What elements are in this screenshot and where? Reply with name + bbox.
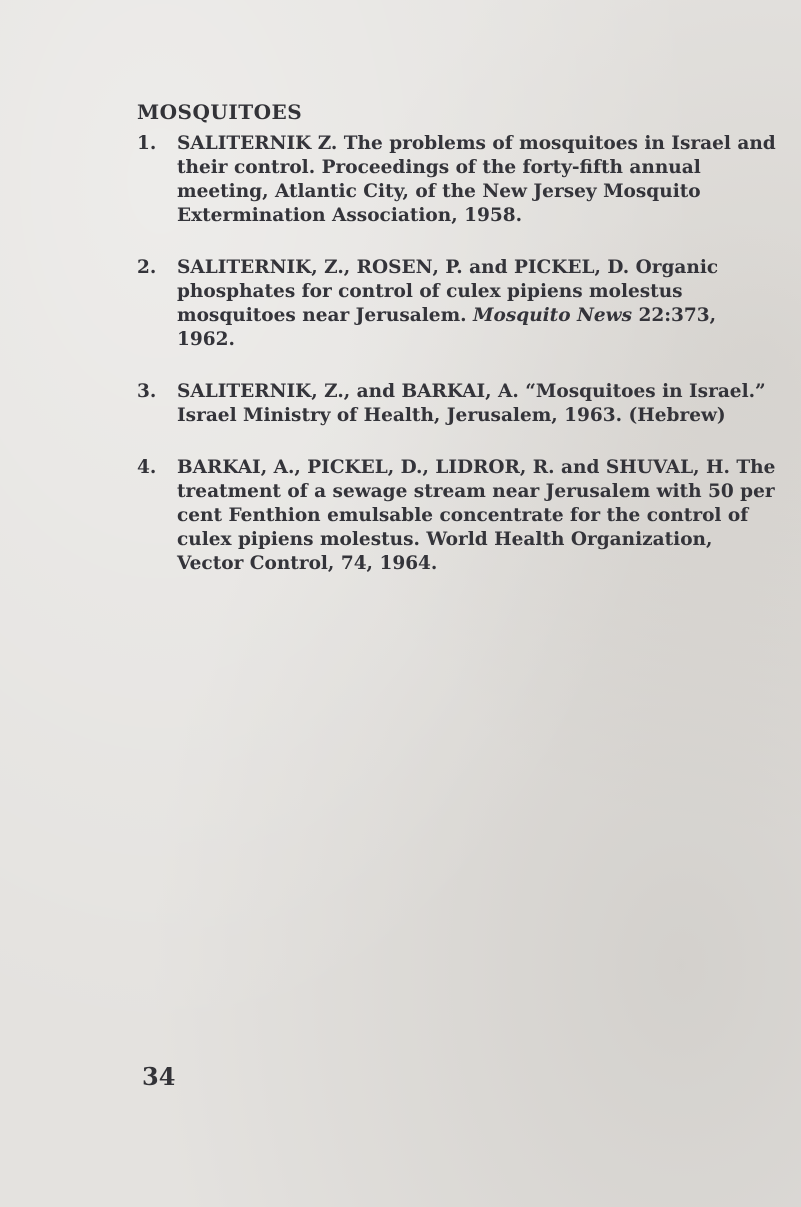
reference-text: , Z.,: [311, 257, 357, 278]
reference-text: , D.,: [387, 457, 436, 478]
reference-number: 3.: [137, 381, 157, 402]
reference-number: 4.: [137, 457, 157, 478]
reference-number: 1.: [137, 133, 157, 154]
reference-text: , D. Organic phosphates for control of culex pipiens molestus mosquitoes near Jerusalem.: [177, 257, 719, 326]
reference-item-2: [137, 256, 777, 352]
reference-text: Z. The problems of mosquitoes in Israel and their control. Proceedings of the forty-fifth annual meeting, Atlantic City, of the New Jersey Mosquito Extermination Association, 1958.: [177, 133, 776, 226]
reference-list: [137, 132, 777, 604]
reference-author: PICKEL: [513, 257, 595, 278]
reference-text: , A.,: [260, 457, 308, 478]
reference-text: 22:373, 1962.: [177, 305, 717, 350]
reference-author: SALITERNIK: [177, 133, 312, 154]
page-number: 34: [142, 1062, 176, 1091]
reference-author: PICKEL: [307, 457, 388, 478]
reference-author: SALITERNIK: [177, 257, 312, 278]
reference-author: BARKAI: [177, 457, 261, 478]
reference-journal: Mosquito News: [473, 305, 633, 326]
reference-author: LIDROR: [435, 457, 520, 478]
reference-number: 2.: [137, 257, 157, 278]
reference-text: , A. “Mosquitoes in Israel.” Israel Ministry of Health, Jerusalem, 1963. (Hebrew): [177, 381, 766, 426]
reference-item-1: [137, 132, 777, 228]
reference-text: , R. and: [519, 457, 606, 478]
reference-text: , H. The treatment of a sewage stream near Jerusalem with 50 per cent Fenthion emulsable concentrate for the control of culex pipiens molestus. World Health Organization, Vector Control, 74, 1964.: [177, 457, 776, 574]
reference-item-4: [137, 456, 777, 576]
page-header: MOSQUITOES: [137, 100, 303, 124]
reference-author: SHUVAL: [605, 457, 694, 478]
reference-author: SALITERNIK: [177, 381, 312, 402]
reference-author: ROSEN: [356, 257, 433, 278]
reference-author: BARKAI: [401, 381, 486, 402]
reference-text: , Z., and: [311, 381, 402, 402]
reference-item-3: [137, 380, 777, 428]
reference-text: , P. and: [432, 257, 514, 278]
